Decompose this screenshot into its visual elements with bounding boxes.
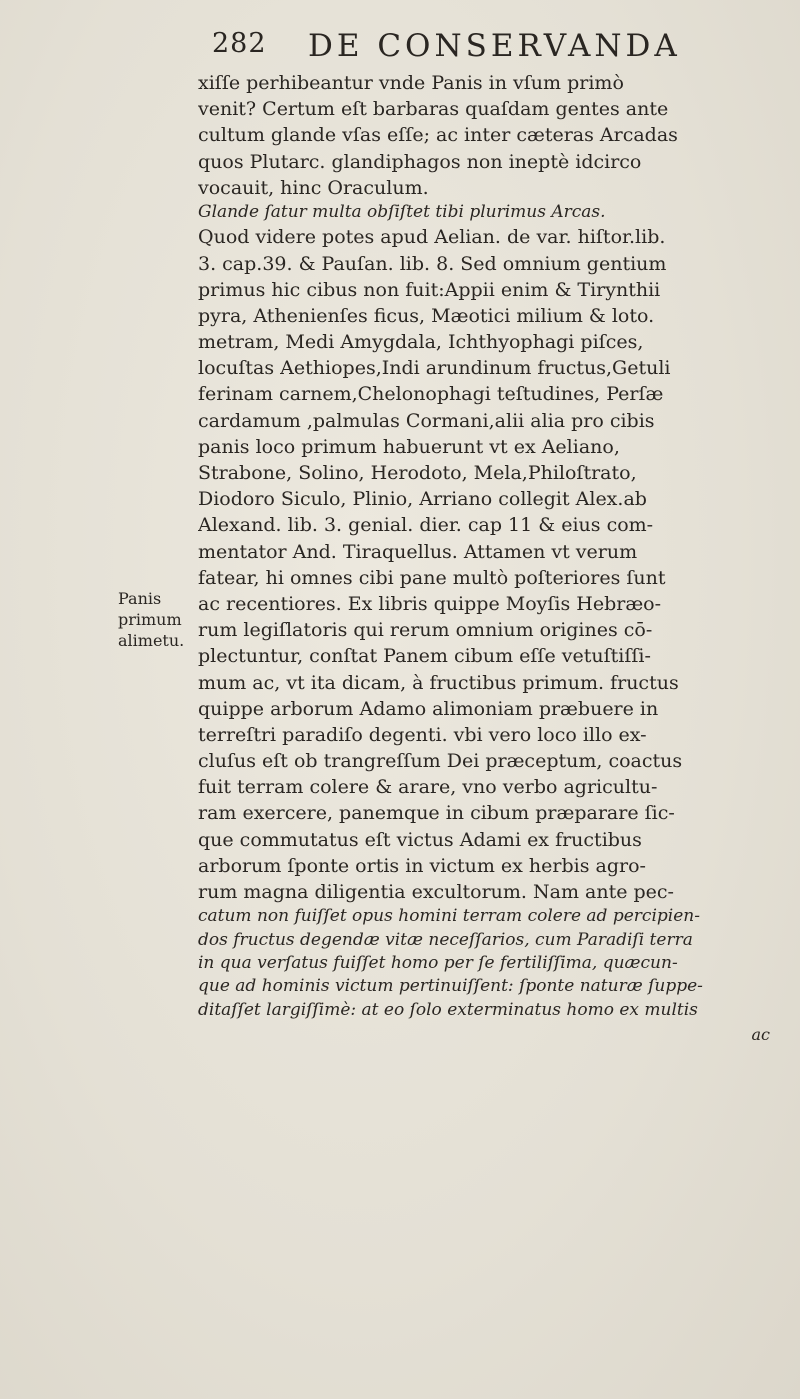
margin-note-line: Panis (118, 589, 162, 608)
text-line: plectuntur, conſtat Panem cibum eſſe vetuſtiſſi- (198, 645, 651, 668)
text-line: primus hic cibus non fuit:Appii enim & Tirynthii (198, 278, 661, 301)
text-line: fuit terram colere & arare, vno verbo agricultu- (198, 776, 658, 799)
page-header (212, 28, 682, 68)
text-line: Alexand. lib. 3. genial. dier. cap 11 & eius com- (198, 514, 654, 537)
text-line: Strabone, Solino, Herodoto, Mela,Philoſtrato, (198, 462, 637, 485)
text-line: Diodoro Siculo, Plinio, Arriano collegit Alex.ab (198, 488, 647, 511)
text-line: ferinam carnem,Chelonophagi teſtudines, Perſæ (198, 383, 664, 406)
text-line: ram exercere, panemque in cibum præparare ſic- (198, 802, 675, 825)
text-line: venit? Certum eſt barbaras quaſdam gentes ante (198, 98, 669, 121)
text-line: fatear, hi omnes cibi pane multò poſteriores ſunt (198, 566, 666, 589)
running-title: DE CONSERVANDA (308, 28, 681, 64)
margin-note (118, 588, 198, 651)
text-line: xiſſe perhibeantur vnde Panis in vſum primò (198, 72, 624, 94)
text-line: que ad hominis victum pertinuiſſent: ſponte naturæ ſuppe- (198, 976, 703, 997)
page-number: 282 (212, 28, 267, 59)
body-text (198, 70, 788, 1048)
margin-note-line: alimetu. (118, 631, 185, 650)
text-line: quippe arborum Adamo alimoniam præbuere in (198, 697, 659, 720)
text-line: catum non fuiſſet opus homini terram colere ad percipien- (198, 906, 700, 927)
text-line: mentator And. Tiraquellus. Attamen vt verum (198, 540, 638, 563)
text-line: mum ac, vt ita dicam, à fructibus primum. fructus (198, 671, 679, 694)
catchword: ac (751, 1025, 770, 1045)
text-line: rum magna diligentia excultorum. Nam ante pec- (198, 881, 674, 904)
text-line: ac recentiores. Ex libris quippe Moyſis Hebræo- (198, 592, 662, 615)
text-line: arborum ſponte ortis in victum ex herbis agro- (198, 854, 646, 877)
margin-note-line: primum (118, 610, 182, 629)
text-line: pyra, Athenienſes ficus, Mæotici milium & loto. (198, 304, 655, 327)
text-line: que commutatus eſt victus Adami ex fructibus (198, 828, 642, 851)
text-line: locuſtas Aethiopes,Indi arundinum fructus,Getuli (198, 357, 671, 380)
text-line: vocauit, hinc Oraculum. (198, 176, 429, 199)
text-line: Glande ſatur multa obſiſtet tibi plurimus Arcas. (198, 201, 606, 222)
text-line: cultum glande vſas eſſe; ac inter cæteras Arcadas (198, 124, 678, 147)
text-line: Quod videre potes apud Aelian. de var. hiſtor.lib. (198, 226, 666, 249)
text-line: dos fructus degendæ vitæ neceſſarios, cum Paradiſi terra (198, 929, 693, 950)
text-line: terreſtri paradiſo degenti. vbi vero loco illo ex- (198, 723, 647, 746)
text-line: rum legiſlatoris qui rerum omnium origines cō- (198, 619, 653, 642)
text-line: cluſus eſt ob trangreſſum Dei præceptum, coactus (198, 750, 683, 773)
text-line: 3. cap.39. & Pauſan. lib. 8. Sed omnium gentium (198, 252, 667, 275)
text-line: cardamum ,palmulas Cormani,alii alia pro cibis (198, 409, 655, 432)
text-line: panis loco primum habuerunt vt ex Aeliano, (198, 435, 620, 458)
text-line: metram, Medi Amygdala, Ichthyophagi piſces, (198, 331, 644, 354)
text-line: in qua verſatus fuiſſet homo per ſe fertiliſſima, quæcun- (198, 952, 678, 973)
text-line: ditaſſet largiſſimè: at eo ſolo exterminatus homo ex multis (198, 999, 698, 1020)
text-line: quos Plutarc. glandiphagos non ineptè idcirco (198, 150, 642, 173)
